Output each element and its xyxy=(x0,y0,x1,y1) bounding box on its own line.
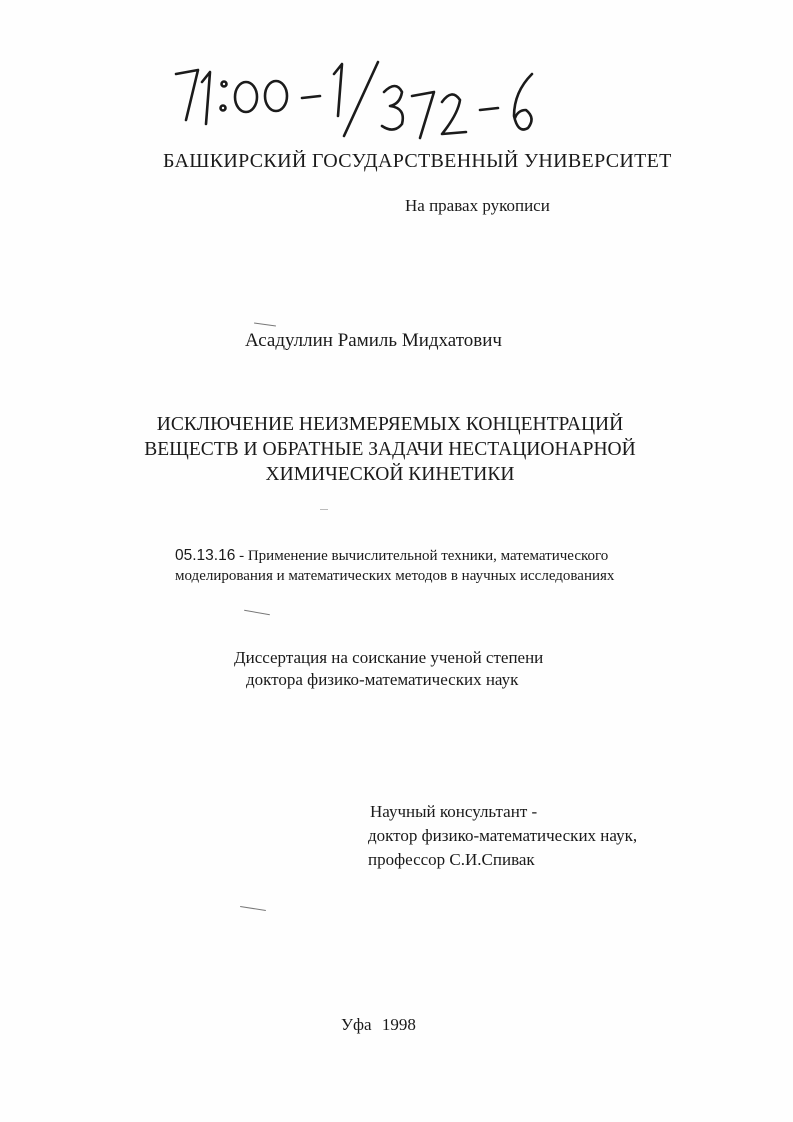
degree-statement xyxy=(234,647,543,691)
scan-speck xyxy=(240,906,266,911)
degree-line-2: доктора физико-математических наук xyxy=(246,670,519,689)
specialty-line-2: моделирования и математических методов в научных исследованиях xyxy=(175,568,615,584)
dissertation-title xyxy=(100,412,680,487)
title-line-3: ХИМИЧЕСКОЙ КИНЕТИКИ xyxy=(265,464,515,485)
scientific-consultant xyxy=(368,800,637,872)
handwritten-call-number xyxy=(168,52,548,142)
scan-speck xyxy=(254,322,276,326)
consultant-line-1: Научный консультант - xyxy=(370,802,538,821)
specialty-line-1 xyxy=(175,546,614,566)
consultant-line-2: доктор физико-математических наук, xyxy=(368,826,638,845)
city-and-year: Уфа 1998 xyxy=(341,1015,416,1034)
rights-note: На правах рукописи xyxy=(405,196,550,215)
degree-line-1: Диссертация на соискание ученой степени xyxy=(234,648,544,667)
handwritten-call-number-drawing xyxy=(168,52,548,142)
scan-speck xyxy=(320,509,328,510)
scan-speck xyxy=(244,610,270,615)
consultant-line-3: профессор С.И.Спивак xyxy=(368,850,535,869)
specialty-text-1: - Применение вычислительной техники, математического xyxy=(235,548,609,564)
specialty-code: 05.13.16 xyxy=(175,547,236,564)
author-name: Асадуллин Рамиль Мидхатович xyxy=(245,330,502,351)
university-name: БАШКИРСКИЙ ГОСУДАРСТВЕННЫЙ УНИВЕРСИТЕТ xyxy=(163,150,672,172)
title-line-1: ИСКЛЮЧЕНИЕ НЕИЗМЕРЯЕМЫХ КОНЦЕНТРАЦИЙ xyxy=(156,414,624,435)
specialty-block xyxy=(175,546,614,586)
title-line-2: ВЕЩЕСТВ И ОБРАТНЫЕ ЗАДАЧИ НЕСТАЦИОНАРНОЙ xyxy=(144,439,636,460)
